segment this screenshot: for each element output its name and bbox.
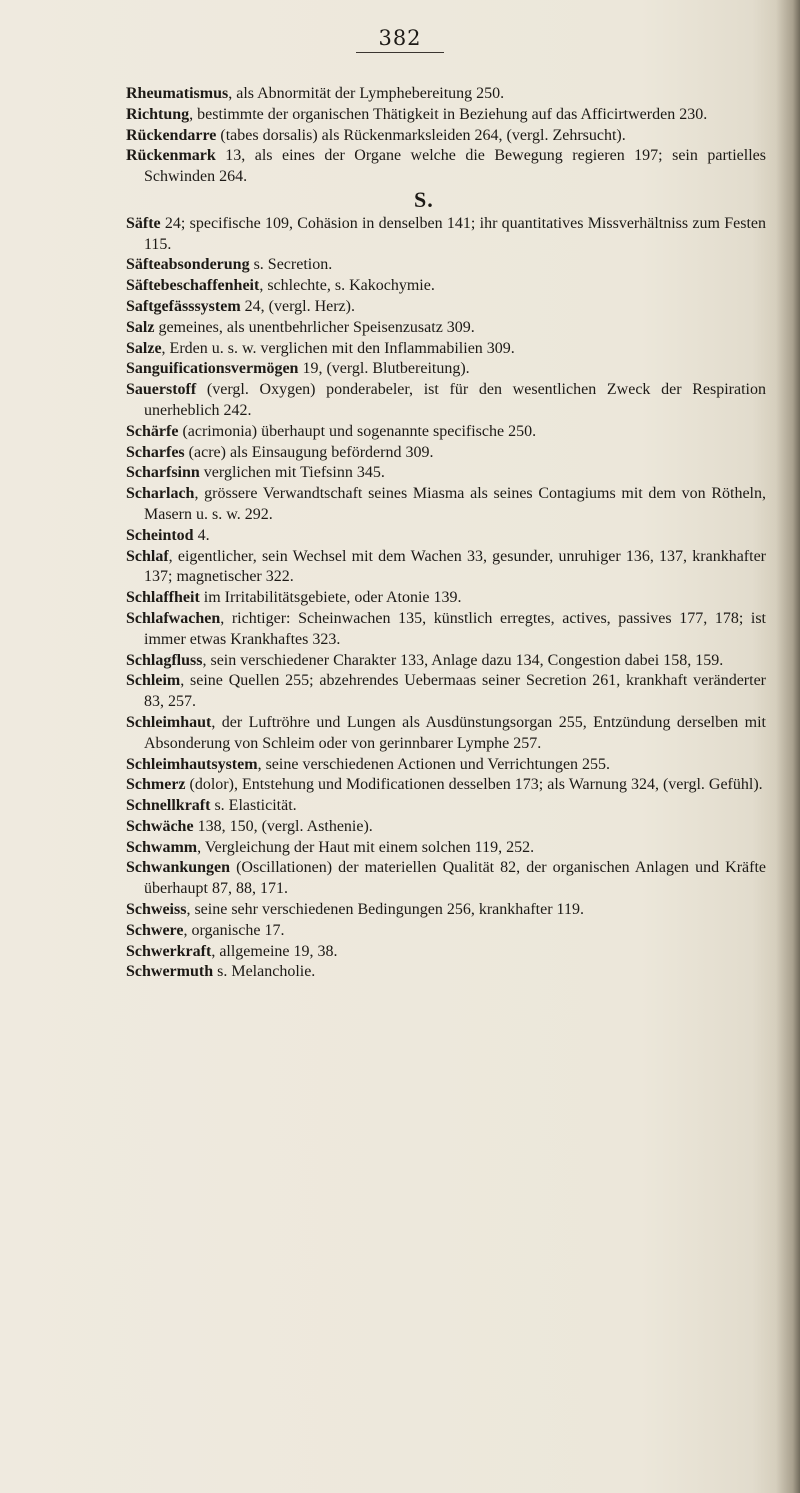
index-entry bbox=[126, 255, 766, 276]
index-entry-references: s. Melancholie. bbox=[213, 963, 316, 981]
index-entry-term: Schwankungen bbox=[126, 859, 231, 877]
index-entry bbox=[126, 609, 766, 651]
index-entry-references: , eigentlicher, sein Wechsel mit dem Wachen 33, gesunder, unruhiger 136, 137, krankhafter 137; magnetischer 322. bbox=[144, 547, 766, 586]
index-entry-references: s. Secretion. bbox=[249, 256, 333, 274]
index-entry-references: (vergl. Oxygen) ponderabeler, ist für den wesentlichen Zweck der Respiration unerheblich 242. bbox=[144, 381, 766, 419]
index-entry bbox=[126, 755, 766, 776]
index-entry-references: (acrimonia) überhaupt und sogenannte specifische 250. bbox=[178, 422, 537, 440]
index-entry-term: Schlagfluss bbox=[126, 651, 203, 669]
index-entry bbox=[126, 463, 766, 484]
index-entry-term: Schwerkraft bbox=[126, 942, 212, 960]
index-entry-term: Schwamm bbox=[126, 838, 198, 856]
index-entry-references: 138, 150, (vergl. Asthenie). bbox=[193, 817, 373, 835]
index-entry-term: Richtung bbox=[126, 105, 190, 123]
index-entry bbox=[126, 796, 766, 817]
index-entry bbox=[126, 276, 766, 297]
index-entry bbox=[126, 713, 766, 755]
index-entry-references: , Vergleichung der Haut mit einem solchen 119, 252. bbox=[197, 838, 535, 856]
index-entry-term: Rückenmark bbox=[126, 147, 216, 165]
index-entry bbox=[126, 422, 766, 443]
index-entry bbox=[126, 942, 766, 963]
index-entry-references: 24; specifische 109, Cohäsion in denselben 141; ihr quantitatives Missverhältniss zum Festen 115. bbox=[144, 214, 766, 253]
index-entry bbox=[126, 297, 766, 318]
index-entry bbox=[126, 962, 766, 983]
index-entry-term: Schleimhautsystem bbox=[126, 755, 258, 773]
index-entry-term: Schwäche bbox=[126, 817, 194, 835]
page-number-text: 382 bbox=[356, 26, 443, 53]
index-entry bbox=[126, 443, 766, 464]
index-entry-term: Schlaf bbox=[126, 547, 169, 565]
index-entry-term: Schwermuth bbox=[126, 963, 214, 981]
index-entry bbox=[126, 900, 766, 921]
index-entry-references: , bestimmte der organischen Thätigkeit in Beziehung auf das Afficirtwerden 230. bbox=[189, 105, 708, 123]
page-edge-shadow bbox=[776, 0, 800, 1493]
index-entry-term: Scharfsinn bbox=[126, 464, 200, 482]
index-entry-references: im Irritabilitätsgebiete, oder Atonie 139. bbox=[199, 589, 462, 607]
index-entry-references: , seine Quellen 255; abzehrendes Uebermaas seiner Secretion 261, krankhaft veränderter 83, 257. bbox=[144, 672, 766, 711]
index-entry bbox=[126, 547, 766, 589]
index-entry-references: , schlechte, s. Kakochymie. bbox=[259, 277, 435, 295]
index-entry bbox=[126, 339, 766, 360]
index-entry bbox=[126, 84, 766, 105]
index-entry-term: Schleimhaut bbox=[126, 713, 212, 731]
index-entry-term: Schärfe bbox=[126, 422, 179, 440]
index-entry-term: Rheumatismus bbox=[126, 85, 229, 102]
index-section-s bbox=[126, 214, 766, 983]
index-entry bbox=[126, 126, 766, 147]
index-entry-term: Sanguificationsvermögen bbox=[126, 360, 299, 378]
index-entry-term: Schnellkraft bbox=[126, 797, 211, 815]
index-entry-references: , Erden u. s. w. verglichen mit den Inflammabilien 309. bbox=[161, 339, 515, 357]
index-entry bbox=[126, 817, 766, 838]
index-entry-references: 4. bbox=[193, 526, 210, 544]
index-entry bbox=[126, 651, 766, 672]
index-entry-references: (acre) als Einsaugung befördernd 309. bbox=[184, 443, 434, 461]
index-entry-references: , grössere Verwandtschaft seines Miasma als seines Contagiums mit dem von Rötheln, Masern u. s. w. 292. bbox=[144, 485, 766, 523]
index-entry-term: Salz bbox=[126, 318, 155, 336]
index-entry-references: 24, (vergl. Herz). bbox=[240, 297, 355, 315]
section-letter-s: S. bbox=[414, 186, 434, 212]
index-entry bbox=[126, 858, 766, 900]
index-entry-term: Sauerstoff bbox=[126, 381, 197, 399]
index-entry-term: Saftgefässsystem bbox=[126, 297, 241, 315]
index-entry-references: , organische 17. bbox=[183, 921, 285, 939]
index-entry bbox=[126, 484, 766, 526]
index-entry-references: , richtiger: Scheinwachen 135, künstlich erregtes, actives, passives 177, 178; ist immer etwas Krankhaftes 323. bbox=[144, 609, 766, 648]
index-entry bbox=[126, 359, 766, 380]
page-number bbox=[0, 26, 800, 50]
index-entry bbox=[126, 318, 766, 339]
index-entry-references: (tabes dorsalis) als Rückenmarksleiden 264, (vergl. Zehrsucht). bbox=[216, 126, 626, 144]
index-entry-references: , sein verschiedener Charakter 133, Anlage dazu 134, Congestion dabei 158, 159. bbox=[202, 651, 724, 669]
index-section-r bbox=[126, 84, 766, 188]
index-entry bbox=[126, 105, 766, 126]
index-entry-term: Schweiss bbox=[126, 901, 187, 919]
index-entry-references: , seine verschiedenen Actionen und Verrichtungen 255. bbox=[257, 755, 611, 773]
index-entry-references: 19, (vergl. Blutbereitung). bbox=[298, 360, 470, 378]
index-entry-term: Säfteabsonderung bbox=[126, 256, 250, 274]
index-entry bbox=[126, 671, 766, 713]
index-entry-term: Salze bbox=[126, 339, 162, 357]
index-entry-term: Schmerz bbox=[126, 776, 186, 794]
index-entry-references: gemeines, als unentbehrlicher Speisenzusatz 309. bbox=[154, 318, 475, 336]
index-entry-references: , der Luftröhre und Lungen als Ausdünstungsorgan 255, Entzündung derselben mit Absonderung von Schleim oder von gerinnbarer Lymphe 257. bbox=[144, 713, 766, 752]
index-entry-term: Säftebeschaffenheit bbox=[126, 277, 260, 295]
index-entry-term: Säfte bbox=[126, 214, 161, 232]
index-entry bbox=[126, 214, 766, 256]
index-entry-term: Schwere bbox=[126, 921, 184, 939]
index-content bbox=[126, 84, 766, 983]
index-entry-references: s. Elasticität. bbox=[210, 797, 297, 815]
index-entry-term: Schleim bbox=[126, 672, 181, 690]
index-entry-references: verglichen mit Tiefsinn 345. bbox=[199, 464, 385, 482]
index-entry-term: Schlafwachen bbox=[126, 609, 221, 627]
index-entry-references: 13, als eines der Organe welche die Bewegung regieren 197; sein partielles Schwinden 264. bbox=[144, 147, 766, 186]
index-entry-term: Scharfes bbox=[126, 443, 185, 461]
index-entry-term: Scheintod bbox=[126, 526, 194, 544]
index-entry-term: Rückendarre bbox=[126, 126, 217, 144]
index-entry bbox=[126, 380, 766, 422]
index-entry bbox=[126, 838, 766, 859]
index-entry-references: (Oscillationen) der materiellen Qualität 82, der organischen Anlagen und Kräfte überhaupt 87, 88, 171. bbox=[144, 859, 766, 898]
index-entry-references: , als Abnormität der Lymphebereitung 250. bbox=[228, 85, 505, 102]
index-entry bbox=[126, 588, 766, 609]
index-entry-references: (dolor), Entstehung und Modificationen desselben 173; als Warnung 324, (vergl. Gefühl). bbox=[185, 776, 763, 794]
index-entry bbox=[126, 775, 766, 796]
index-entry-references: , allgemeine 19, 38. bbox=[211, 942, 338, 960]
index-entry-term: Schlaffheit bbox=[126, 589, 200, 607]
index-entry bbox=[126, 146, 766, 188]
index-entry bbox=[126, 526, 766, 547]
index-entry bbox=[126, 921, 766, 942]
index-entry-references: , seine sehr verschiedenen Bedingungen 256, krankhafter 119. bbox=[186, 901, 584, 919]
index-entry-term: Scharlach bbox=[126, 485, 195, 503]
